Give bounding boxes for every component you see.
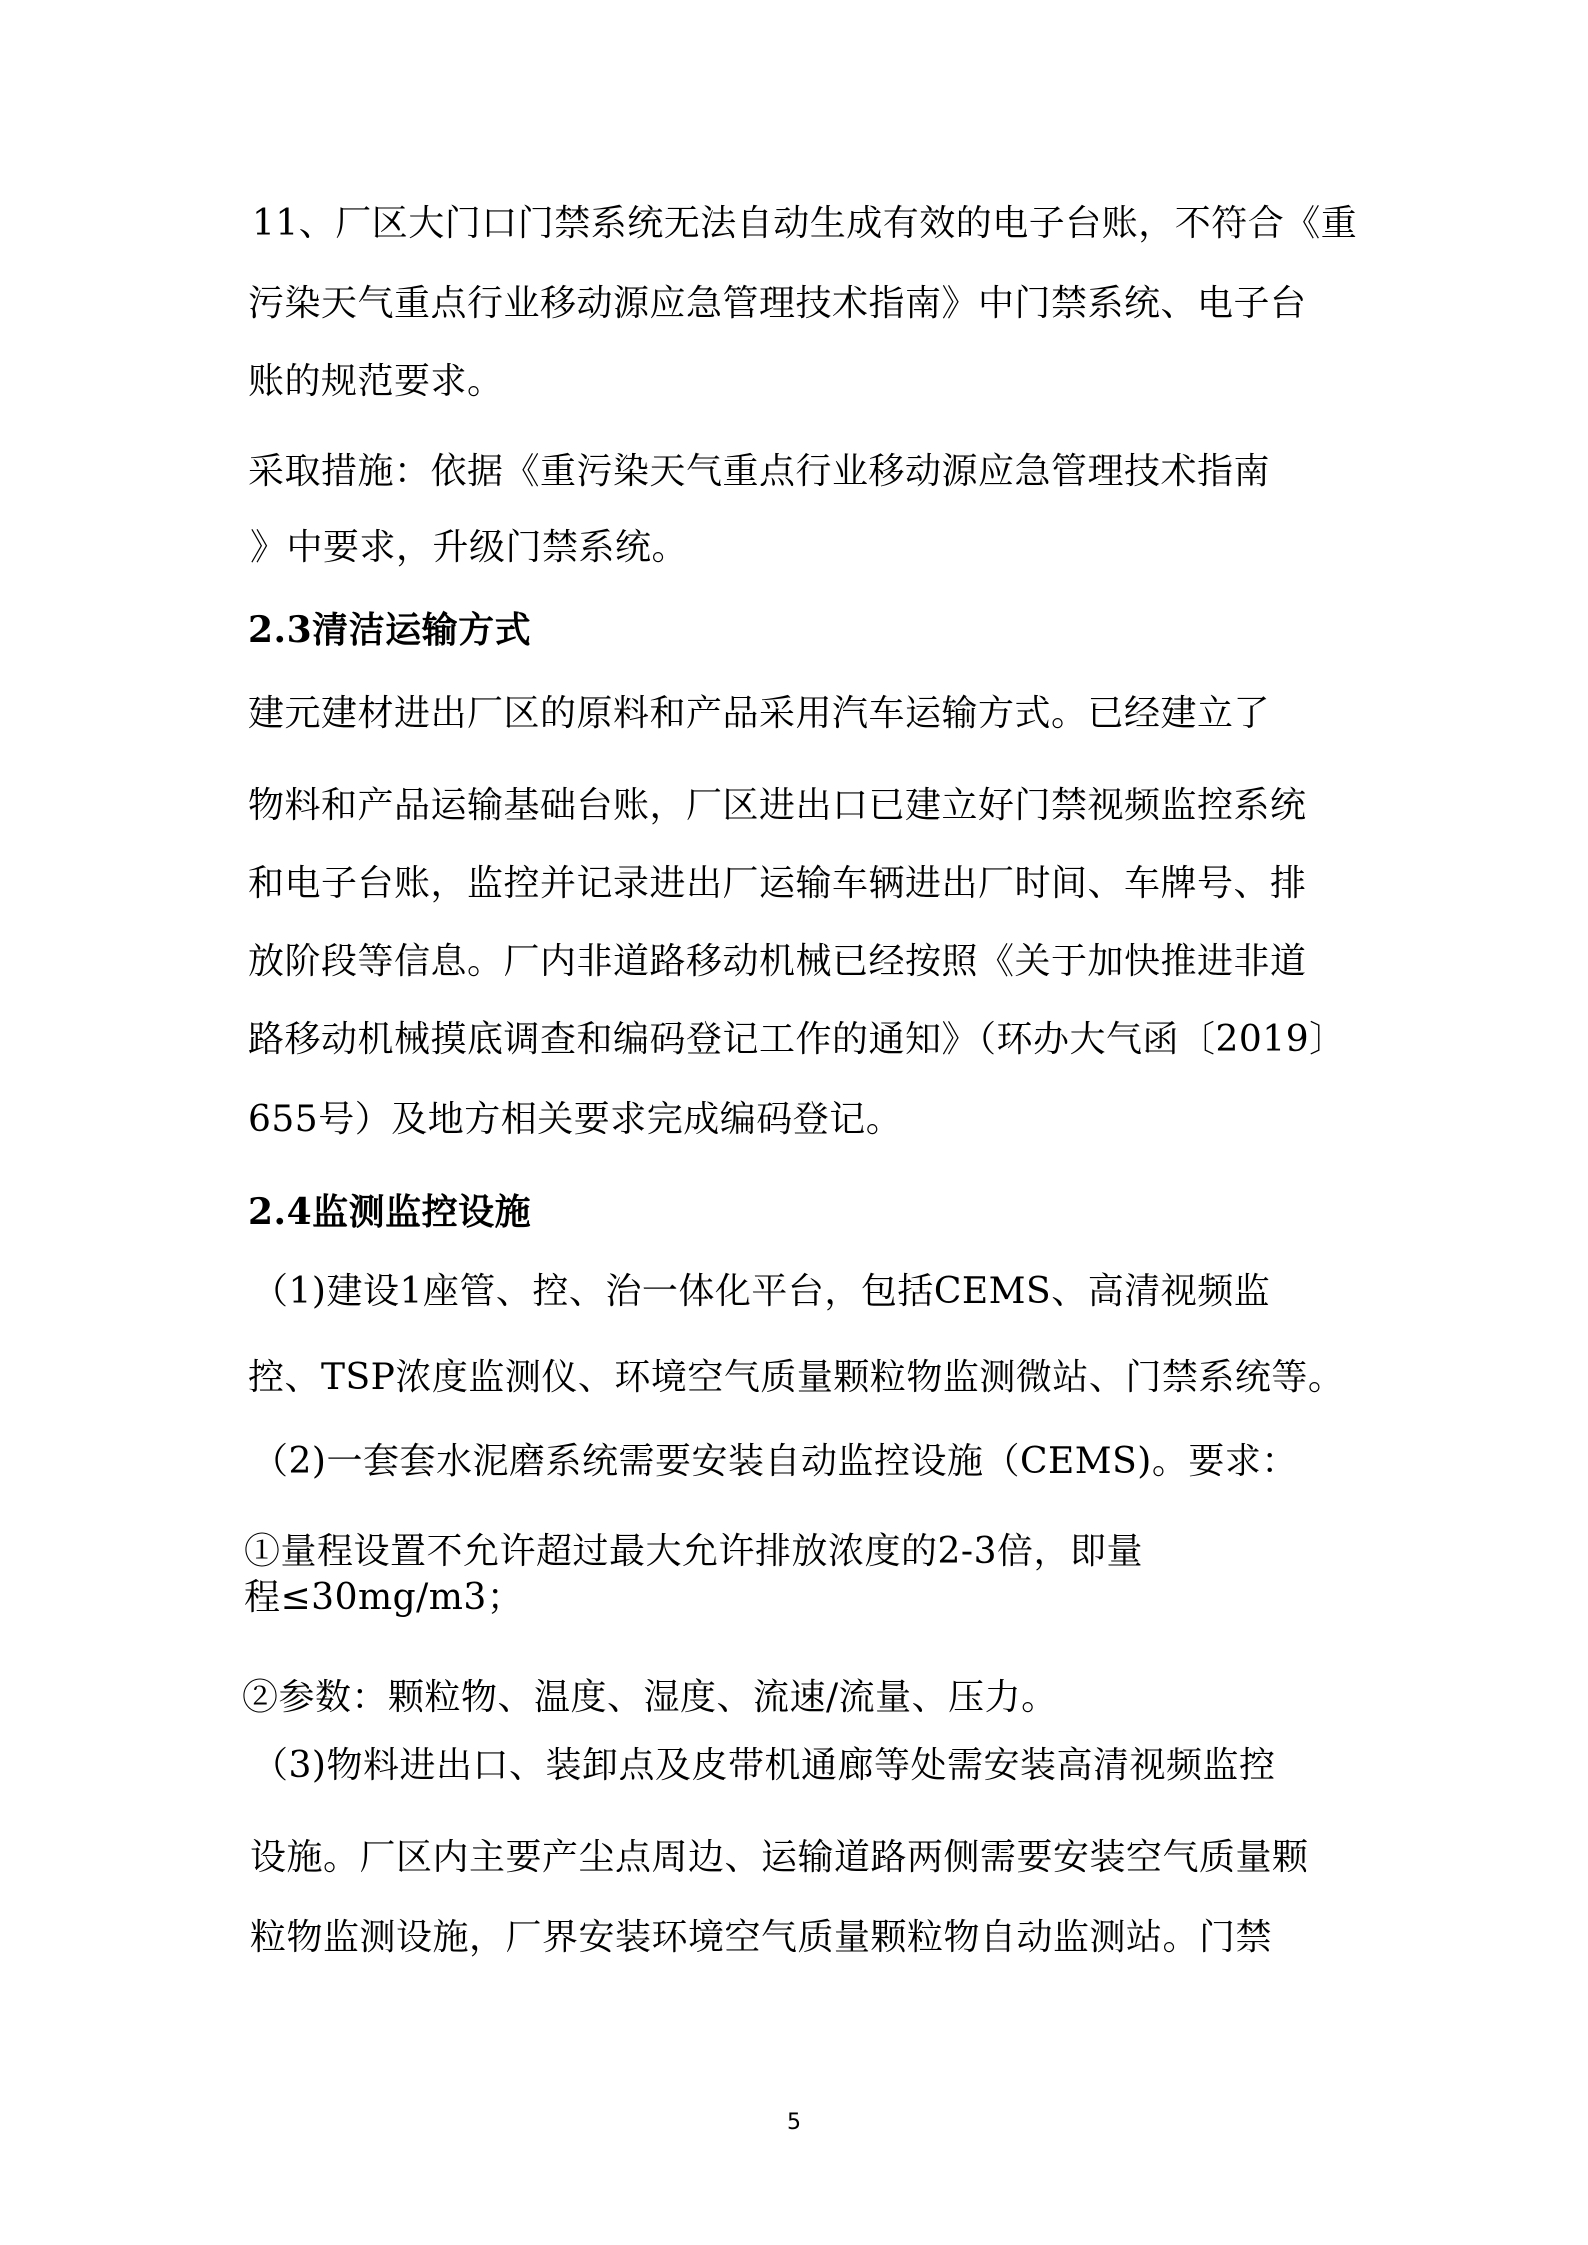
section-2-3-line-1: 建元建材进出厂区的原料和产品采用汽车运输方式。已经建立了 bbox=[248, 693, 1271, 734]
measures-line-2: 》中要求，升级门禁系统。 bbox=[250, 527, 689, 568]
item-1-line-1: （1)建设1座管、控、治一体化平台，包括CEMS、高清视频监 bbox=[252, 1271, 1271, 1312]
paragraph-11-line-3: 账的规范要求。 bbox=[248, 361, 504, 402]
measures-line-1: 采取措施：依据《重污染天气重点行业移动源应急管理技术指南 bbox=[248, 451, 1271, 492]
section-heading-2-3: 2.3清洁运输方式 bbox=[248, 609, 532, 651]
section-2-3-line-5: 路移动机械摸底调查和编码登记工作的通知》（环办大气函〔2019〕 bbox=[248, 1019, 1346, 1060]
paragraph-11-line-1: 11、厂区大门口门禁系统无法自动生成有效的电子台账，不符合《重 bbox=[252, 203, 1358, 244]
item-2-line-1: （2)一套套水泥磨系统需要安装自动监控设施（CEMS)。要求： bbox=[252, 1441, 1298, 1482]
item-1-line-2: 控、TSP浓度监测仪、环境空气质量颗粒物监测微站、门禁系统等。 bbox=[248, 1357, 1345, 1398]
item-2-sub-1-line-1: ①量程设置不允许超过最大允许排放浓度的2-3倍，即量 bbox=[244, 1531, 1143, 1572]
page-number: 5 bbox=[787, 2110, 801, 2135]
paragraph-11-line-2: 污染天气重点行业移动源应急管理技术指南》中门禁系统、电子台 bbox=[248, 283, 1307, 324]
item-3-line-3: 粒物监测设施，厂界安装环境空气质量颗粒物自动监测站。门禁 bbox=[250, 1917, 1273, 1958]
section-2-3-line-3: 和电子台账，监控并记录进出厂运输车辆进出厂时间、车牌号、排 bbox=[248, 863, 1307, 904]
item-2-sub-1-line-2: 程≤30mg/m3； bbox=[244, 1577, 524, 1618]
section-heading-2-4: 2.4监测监控设施 bbox=[248, 1191, 532, 1233]
item-3-line-1: （3)物料进出口、装卸点及皮带机通廊等处需安装高清视频监控 bbox=[252, 1745, 1276, 1786]
section-2-3-line-2: 物料和产品运输基础台账，厂区进出口已建立好门禁视频监控系统 bbox=[248, 785, 1307, 826]
section-2-3-line-4: 放阶段等信息。厂内非道路移动机械已经按照《关于加快推进非道 bbox=[248, 941, 1307, 982]
section-2-3-line-6: 655号）及地方相关要求完成编码登记。 bbox=[248, 1099, 903, 1140]
item-3-line-2: 设施。厂区内主要产尘点周边、运输道路两侧需要安装空气质量颗 bbox=[250, 1837, 1309, 1878]
item-2-sub-2: ②参数：颗粒物、温度、湿度、流速/流量、压力。 bbox=[242, 1677, 1058, 1718]
